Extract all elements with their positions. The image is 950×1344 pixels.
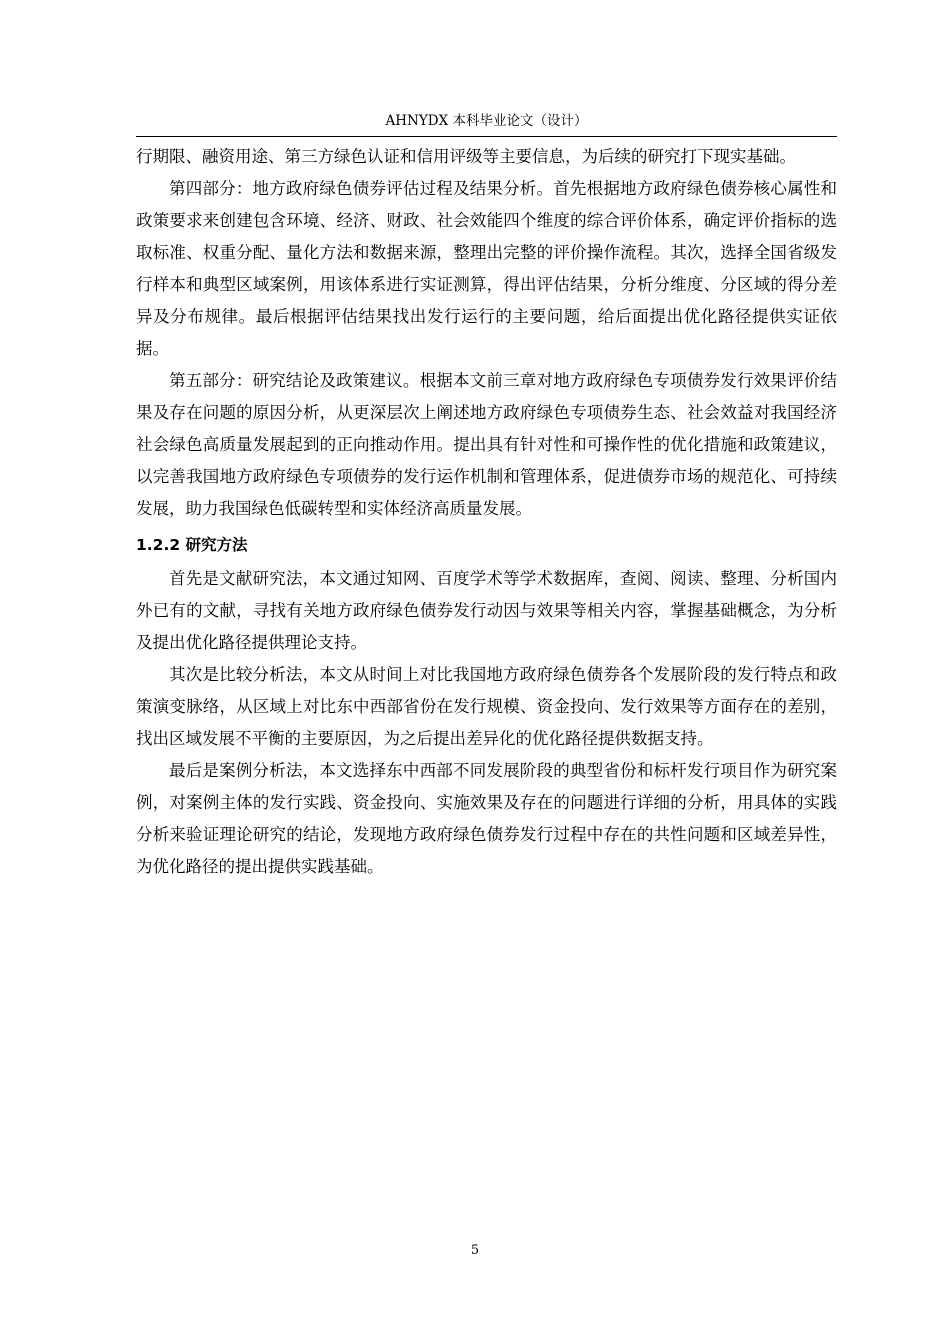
paragraph-comparative-method: 其次是比较分析法，本文从时间上对比我国地方政府绿色债券各个发展阶段的发行特点和政策演变脉络，从区域上对比东中西部省份在发行规模、资金投向、发行效果等方面存在的差别，找出区域发展不平衡的主要原因，为之后提出差异化的优化路径提供数据支持。 <box>136 665 837 748</box>
paragraph-continuation: 行期限、融资用途、第三方绿色认证和信用评级等主要信息，为后续的研究打下现实基础。 <box>136 147 796 166</box>
paragraph-case-method: 最后是案例分析法，本文选择东中西部不同发展阶段的典型省份和标杆发行项目作为研究案例，对案例主体的发行实践、资金投向、实施效果及存在的问题进行详细的分析，用具体的实践分析来验证理论研究的结论，发现地方政府绿色债券发行过程中存在的共性问题和区域差异性，为优化路径的提出提供实践基础。 <box>136 761 837 876</box>
paragraph-literature-method: 首先是文献研究法，本文通过知网、百度学术等学术数据库，查阅、阅读、整理、分析国内外已有的文献，寻找有关地方政府绿色债券发行动因与效果等相关内容，掌握基础概念，为分析及提出优化路径提供理论支持。 <box>136 569 837 652</box>
paragraph-part-four: 第四部分：地方政府绿色债券评估过程及结果分析。首先根据地方政府绿色债券核心属性和政策要求来创建包含环境、经济、财政、社会效能四个维度的综合评价体系，确定评价指标的选取标准、权重分配、量化方法和数据来源，整理出完整的评价操作流程。其次，选择全国省级发行样本和典型区域案例，用该体系进行实证测算，得出评估结果，分析分维度、分区域的得分差异及分布规律。最后根据评估结果找出发行运行的主要问题，给后面提出优化路径提供实证依据。 <box>136 179 837 358</box>
header-divider <box>136 136 837 137</box>
page-header: AHNYDX 本科毕业论文（设计） <box>385 113 588 129</box>
page-number: 5 <box>470 1243 480 1258</box>
paragraph-part-five: 第五部分：研究结论及政策建议。根据本文前三章对地方政府绿色专项债券发行效果评价结果及存在问题的原因分析，从更深层次上阐述地方政府绿色专项债券生态、社会效益对我国经济社会绿色高质量发展起到的正向推动作用。提出具有针对性和可操作性的优化措施和政策建议，以完善我国地方政府绿色专项债券的发行运作机制和管理体系，促进债券市场的规范化、可持续发展，助力我国绿色低碳转型和实体经济高质量发展。 <box>136 371 837 518</box>
section-heading: 1.2.2 研究方法 <box>136 536 248 554</box>
page-body <box>136 141 837 883</box>
